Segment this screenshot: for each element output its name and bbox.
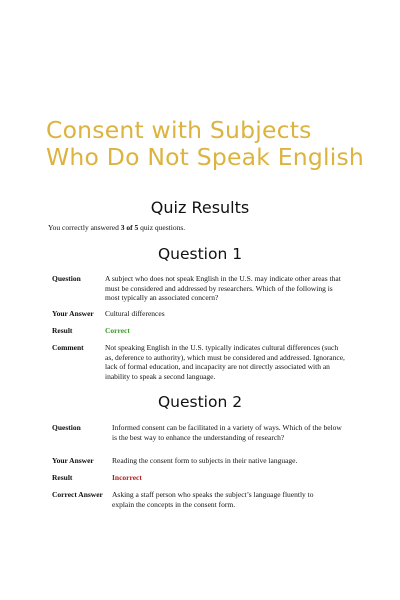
question-2-question-text: Informed consent can be facilitated in a variety of ways. Which of the below is the best way to enhance the understanding of research? <box>112 423 342 442</box>
document-title-line-2: Who Do Not Speak English <box>46 143 364 171</box>
question-2-correct-answer-label: Correct Answer <box>52 490 103 499</box>
question-1-your-answer-label: Your Answer <box>52 309 94 318</box>
question-2-correct-answer-text: Asking a staff person who speaks the subject’s language fluently to explain the concepts in the consent form. <box>112 490 314 509</box>
question-2-your-answer-text: Reading the consent form to subjects in their native language. <box>112 456 298 465</box>
question-1-comment-label: Comment <box>52 343 84 352</box>
score-summary-suffix: quiz questions. <box>138 223 186 232</box>
score-summary-prefix: You correctly answered <box>48 223 121 232</box>
document-title-line-1: Consent with Subjects <box>46 116 312 144</box>
question-1-result-correct: Correct <box>105 326 130 335</box>
question-2-result-incorrect: Incorrect <box>112 473 142 482</box>
question-2-your-answer-label: Your Answer <box>52 456 94 465</box>
question-1-your-answer-text: Cultural differences <box>105 309 165 318</box>
score-value: 3 of 5 <box>120 223 139 232</box>
question-1-question-text: A subject who does not speak English in the U.S. may indicate other areas that must be considered and addressed by researchers. Which of the following is most typically an associated concern? <box>105 274 341 302</box>
question-1-result-label: Result <box>52 326 73 335</box>
question-1-comment-text: Not speaking English in the U.S. typically indicates cultural differences (such as, deference to authority), which must be considered and addressed. Ignorance, lack of formal education, and incapacity are not directly associated with an inability to speak a second language. <box>105 343 345 381</box>
question-2-result-label: Result <box>52 473 73 482</box>
document-title <box>46 117 386 171</box>
question-1-question-label: Question <box>52 274 81 283</box>
quiz-results-heading: Quiz Results <box>150 198 250 217</box>
question-1-heading: Question 1 <box>157 245 243 263</box>
question-2-question-label: Question <box>52 423 81 432</box>
score-summary <box>48 223 185 232</box>
question-2-heading: Question 2 <box>157 393 243 411</box>
